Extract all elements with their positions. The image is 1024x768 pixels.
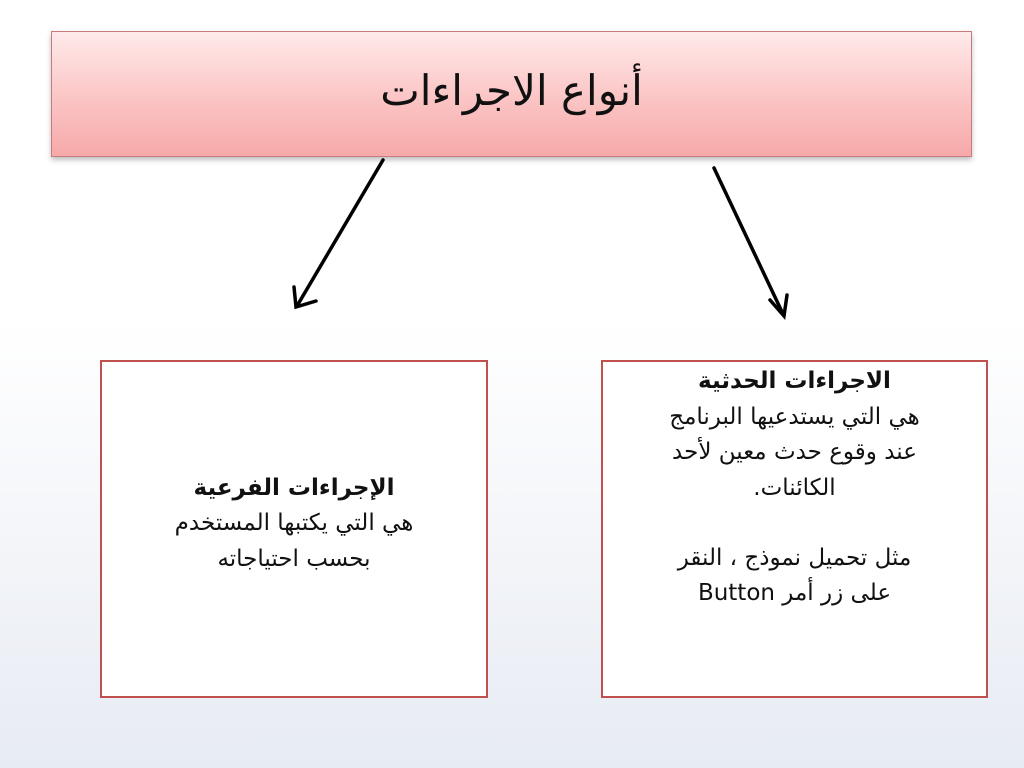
arrow-to-left-box (294, 160, 383, 307)
example-arabic-text: على زر أمر (782, 580, 892, 607)
arrow-to-right-box (714, 168, 787, 316)
sub-procedures-desc-line1: هي التي يكتبها المستخدم (174, 510, 414, 537)
sub-procedures-desc-line2: بحسب احتياجاته (217, 545, 371, 572)
event-procedures-example-line2 (621, 576, 968, 612)
event-procedures-example-line1: مثل تحميل نموذج ، النقر (677, 544, 912, 571)
example-button-word: Button (697, 580, 775, 607)
event-procedures-desc-line2: عند وقوع حدث معين لأحد (672, 439, 917, 466)
event-procedures-desc-line3: الكائنات. (753, 474, 836, 501)
paragraph-spacer (621, 507, 968, 541)
event-procedures-box (601, 360, 988, 698)
diagram-title: أنواع الاجراءات (380, 65, 643, 115)
event-procedures-heading: الاجراءات الحدثية (698, 368, 891, 394)
sub-procedures-box (100, 360, 488, 698)
event-procedures-desc-line1: هي التي يستدعيها البرنامج (669, 403, 920, 430)
sub-procedures-heading: الإجراءات الفرعية (193, 474, 395, 501)
